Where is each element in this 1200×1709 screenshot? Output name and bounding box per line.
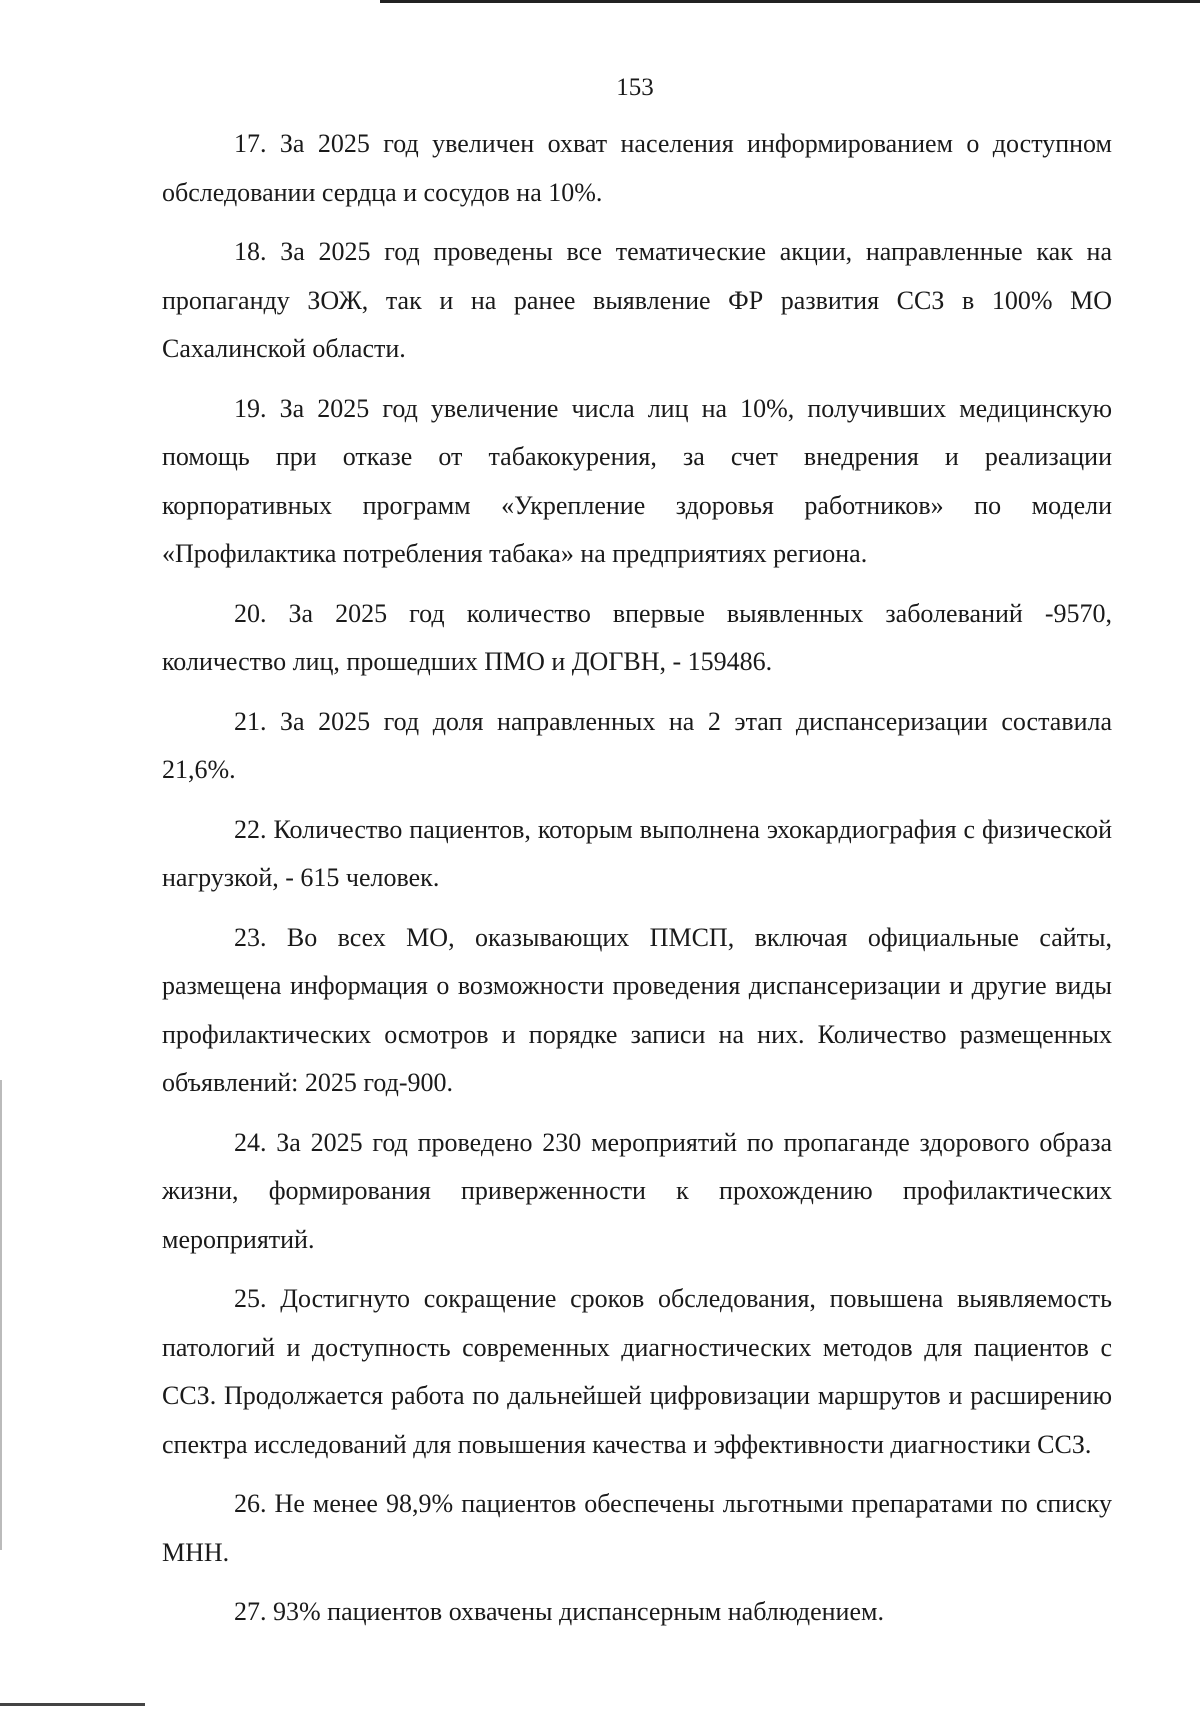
paragraph-item-21: 21. За 2025 год доля направленных на 2 этап диспансеризации составила 21,6%. [162,706,1112,784]
paragraph-item-20: 20. За 2025 год количество впервые выявленных заболеваний -9570, количество лиц, прошедших ПМО и ДОГВН, - 159486. [162,598,1112,676]
paragraph-item-19: 19. За 2025 год увеличение числа лиц на 10%, получивших медицинскую помощь при отказе от табакокурения, за счет внедрения и реализации корпоративных программ «Укрепление здоровья работников» по модели «Профилактика потребления табака» на предприятиях региона. [162,393,1112,568]
document-body [162,120,1112,1648]
page-number: 153 [616,74,654,101]
scan-top-border [380,0,1200,3]
paragraph-item-17: 17. За 2025 год увеличен охват населения информированием о доступном обследовании сердца и сосудов на 10%. [162,129,1112,207]
paragraph-item-23: 23. Во всех МО, оказывающих ПМСП, включая официальные сайты, размещена информация о возможности проведения диспансеризации и другие виды профилактических осмотров и порядке записи на них. Количество размещенных объявлений: 2025 год-900. [162,922,1112,1097]
paragraph-item-27: 27. 93% пациентов охвачены диспансерным наблюдением. [234,1597,884,1626]
paragraph-item-26: 26. Не менее 98,9% пациентов обеспечены льготными препаратами по списку МНН. [162,1489,1112,1567]
paragraph-item-25: 25. Достигнуто сокращение сроков обследования, повышена выявляемость патологий и доступность современных диагностических методов для пациентов с ССЗ. Продолжается работа по дальнейшей цифровизации маршрутов и расширению спектра исследований для повышения качества и эффективности диагностики ССЗ. [162,1284,1112,1459]
paragraph-item-22: 22. Количество пациентов, которым выполнена эхокардиография с физической нагрузкой, - 615 человек. [162,814,1112,892]
scan-left-edge [0,1080,2,1550]
paragraph-item-24: 24. За 2025 год проведено 230 мероприятий по пропаганде здорового образа жизни, формирования приверженности к прохождению профилактических мероприятий. [162,1127,1112,1254]
scan-bottom-border [0,1703,145,1706]
paragraph-item-18: 18. За 2025 год проведены все тематические акции, направленные как на пропаганду ЗОЖ, так и на ранее выявление ФР развития ССЗ в 100% МО Сахалинской области. [162,237,1112,363]
